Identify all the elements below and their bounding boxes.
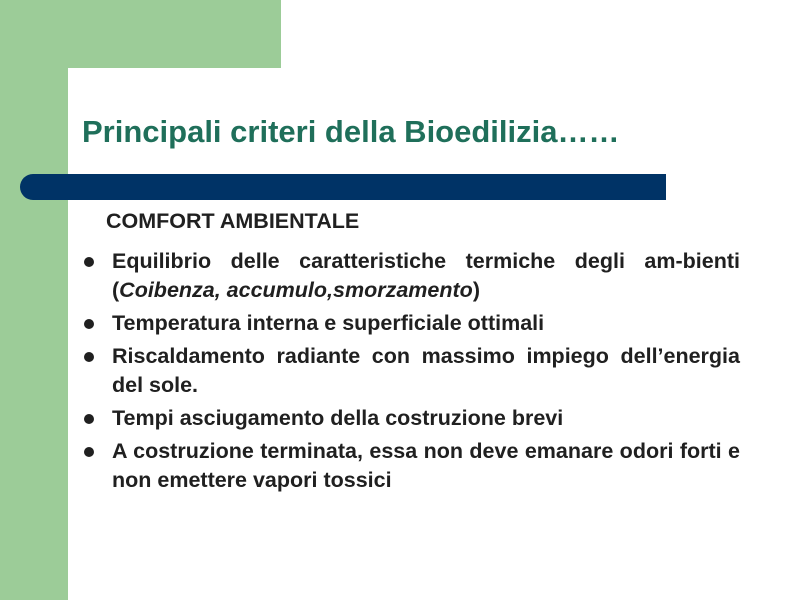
bullet-dot-icon [84,414,94,424]
bullet-list [80,247,740,499]
bullet-dot-icon [84,352,94,362]
decorative-green-block-left [0,0,68,600]
section-subtitle: COMFORT AMBIENTALE [106,209,360,233]
bullet-item [80,342,740,400]
bullet-dot-icon [84,257,94,267]
title-underline-bar [20,174,666,200]
bullet-item [80,404,740,433]
bullet-text-after: ) [472,278,480,302]
bullet-text-before: Equilibrio delle caratteristiche termiche degli am-bienti ( [112,249,740,302]
bullet-item [80,247,740,305]
bullet-text: Temperatura interna e superficiale ottimali [112,311,545,335]
bullet-text: A costruzione terminata, essa non deve emanare odori forti e non emettere vapori tossici [112,439,740,492]
bullet-dot-icon [84,447,94,457]
bullet-item [80,309,740,338]
bullet-text: Tempi asciugamento della costruzione brevi [112,406,564,430]
bullet-item [80,437,740,495]
bullet-text-italic: Coibenza, accumulo,smorzamento [119,278,473,302]
slide-title: Principali criteri della Bioedilizia…… [82,114,620,149]
bullet-dot-icon [84,319,94,329]
bullet-text: Riscaldamento radiante con massimo impiego dell’energia del sole. [112,344,740,397]
